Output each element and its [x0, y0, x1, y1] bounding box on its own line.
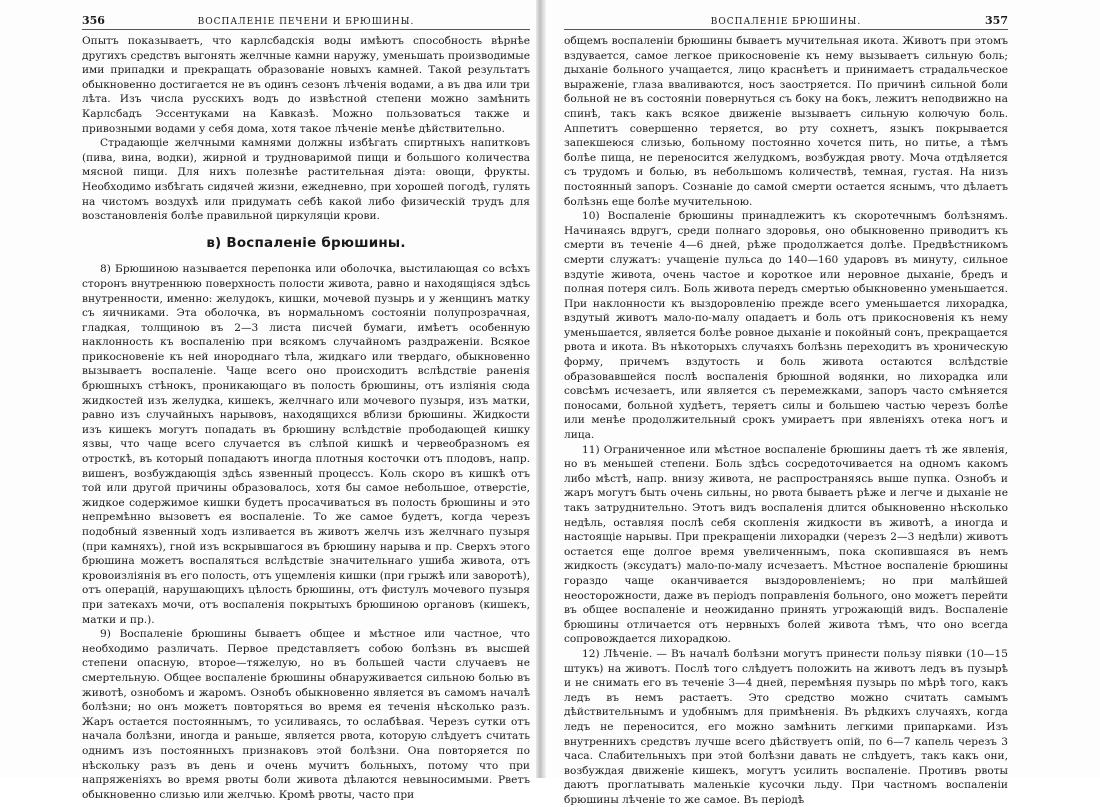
left-running-title: ВОСПАЛЕНІЕ ПЕЧЕНИ И БРЮШИНЫ. [197, 17, 415, 27]
book-gutter [536, 0, 546, 778]
right-running-title: ВОСПАЛЕНІЕ БРЮШИНЫ. [710, 17, 862, 27]
section-heading: в) Воспаленіе брюшины. [206, 234, 406, 251]
right-paragraph-2: 10) Воспаленіе брюшины принадлежитъ къ скоротечнымъ болѣзнямъ. Начинаясь вдругъ, среди полнаго здоровья, оно обыкновенно приводитъ къ смерти въ теченіе 4—6 дней, рѣже продолжается долѣе. Предвѣстникомъ смерти служатъ: учащеніе пульса до 140—160 ударовъ въ минуту, сильное вздутіе живота, очень частое и короткое или неровное дыханіе, бредъ и полная потеря силъ. Боль живота передъ смертью обыкновенно уменьшается. При наклонности къ выздоровленію прежде всего уменьшается лихорадка, вздутый животъ мало-по-малу опадаетъ и боль отъ прикосновенія къ нему уменьшается, является болѣе ровное дыханіе и покойный сонъ, прекращается рвота и икота. Въ нѣкоторыхъ случаяхъ болѣзнь переходитъ въ хроническую форму, причемъ вздутость и боль живота остаются вслѣдствіе образовавшейся послѣ воспаленія брюшной водянки, но лихорадка или совсѣмъ исчезаетъ, или является съ перемежками, запоръ часто смѣняется поносами, больной худѣетъ, теряетъ силы и большею частью черезъ болѣе или менѣе продолжительный срокъ умираетъ при явленіяхъ отека ногъ и лица. [564, 210, 1008, 442]
right-paragraph-3: 11) Ограниченное или мѣстное воспаленіе брюшины даетъ тѣ же явленія, но въ меньшей степени. Боль здѣсь сосредоточивается на одномъ какомъ либо мѣстѣ, напр. внизу живота, не распространяясь выше пупка. Ознобъ и жаръ могутъ быть очень сильны, но рвота бываетъ рѣже и легче и дыханіе не такъ затруднительно. Этотъ видъ воспаленія длится обыкновенно нѣсколько недѣль, оставляя послѣ себя скопленія жидкости въ животѣ, а иногда и настоящіе нарывы. При прекращеніи лихорадки (черезъ 2—3 недѣли) животъ остается еще долгое время увеличеннымъ, пока скопившаяся въ немъ жидкость (эксудатъ) мало-по-малу исчезаетъ. Мѣстное воспаленіе брюшины гораздо чаще оканчивается выздоровленіемъ; но при малѣйшей неосторожности, даже въ періодъ поправленія больного, оно можетъ перейти въ общее воспаленіе и неожиданно принять угрожающій видъ. Воспаленіе брюшины отличается отъ нервныхъ болей живота тѣмъ, что оно всегда сопровождается лихорадкою. [564, 443, 1008, 646]
left-paragraph-3: 8) Брюшиною называется перепонка или оболочка, выстилающая со всѣхъ сторонъ внутреннюю поверхность полости живота, равно и находящіяся здѣсь внутренности, именно: желудокъ, кишки, мочевой пузырь и у женщинъ матку съ яичниками. Эта оболочка, въ нормальномъ состояніи полупрозрачная, гладкая, толщиною въ 2—3 листа писчей бумаги, имѣетъ особенную наклонность къ воспаленію при всякомъ случайномъ раздраженіи. Всякое прикосновеніе къ ней инороднаго тѣла, жидкаго или твердаго, обыкновенно вызываетъ воспаленіе. Чаще всего оно происходитъ вслѣдствіе раненія брюшныхъ стѣнокъ, проникающаго въ полость брюшины, отъ изліянія сюда жидкостей изъ желудка, кишекъ, желчнаго или мочевого пузыря, изъ матки, равно изъ случайныхъ нарывовъ, находящихся вблизи брюшины. Жидкости изъ кишекъ могутъ попадать въ брюшину вслѣдствіе прободающей кишку язвы, что чаще всего случается въ слѣпой кишкѣ и червеобразномъ ея отросткѣ, въ который попадаютъ иногда плотныя косточки отъ плодовъ, напр. вишенъ, возбуждающія здѣсь язвенный процессъ. Коль скоро въ кишкѣ отъ той или другой причины образовалось, хотя бы самое небольшое, отверстіе, жидкое содержимое кишки будетъ просачиваться въ полость брюшины и это непремѣнно вызоветъ ея воспаленіе. То же самое будетъ, когда черезъ подобный язвенный ходъ изливается въ животъ желчь изъ желчнаго пузыря (при камняхъ), гной изъ вскрывшагося въ брюшину нарыва и пр. Сверхъ этого брюшина можетъ воспаляться вслѣдствіе значительнаго ушиба живота, отъ кровоизліянія въ его полость, отъ ущемленія кишки (при грыжѣ или заворотѣ), отъ операцій, нарушающихъ цѣлость брюшины, отъ фистулъ мочевого пузыря при затекахъ мочи, отъ воспаленія покрытыхъ брюшиною органовъ (кишекъ, матки и пр.). [82, 263, 530, 626]
right-paragraph-1: общемъ воспаленіи брюшины бываетъ мучительная икота. Животъ при этомъ вздувается, самое легкое прикосновеніе къ нему вызываетъ сильную боль; дыханіе больного учащается, лицо краснѣетъ и принимаетъ страдальческое выраженіе, глаза вваливаются, носъ заостряется. По причинѣ сильной боли больной не въ состояніи повернуться съ боку на бокъ, лежитъ неподвижно на спинѣ, такъ какъ всякое движеніе вызываетъ сильную колючую боль. Аппетитъ совершенно теряется, во рту сохнетъ, языкъ покрывается запекшеюся слизью, больному постоянно хочется пить, но питье, а тѣмъ болѣе пища, не переносится желудкомъ, возбуждая рвоту. Моча отдѣляется съ трудомъ и болью, въ небольшомъ количествѣ, темная, густая. На низъ постоянный запоръ. Сознаніе до самой смерти остается яснымъ, что дѣлаетъ болѣзнь еще болѣе мучительною. [564, 35, 1008, 208]
left-running-head [82, 14, 530, 30]
right-page-number: 357 [985, 14, 1008, 27]
right-running-head [564, 14, 1008, 30]
left-paragraph-2: Страдающіе желчными камнями должны избѣгать спиртныхъ напитковъ (пива, вина, водки), жирной и трудноваримой пищи и большого количества мясной пищи. Для нихъ полезнѣе растительная діэта: овощи, фрукты. Необходимо избѣгать сидячей жизни, ежедневно, при хорошей погодѣ, гулять на чистомъ воздухѣ или придумать себѣ какой либо физическій трудъ для возстановленія болѣе правильной циркуляціи крови. [82, 137, 530, 223]
right-paragraph-4: 12) Лѣченіе. — Въ началѣ болѣзни могутъ принести пользу піявки (10—15 штукъ) на животъ. Послѣ того слѣдуетъ положить на животъ ледъ въ пузырѣ и не снимать его въ теченіе 3—4 дней, перемѣняя пузырь по мѣрѣ того, какъ ледъ въ немъ растаетъ. Это средство можно считать самымъ дѣйствительнымъ и удобнымъ для примѣненія. Въ рѣдкихъ случаяхъ, когда ледъ не переносится, его можно замѣнить легкими припарками. Изъ внутреннихъ средствъ лучше всего дѣйствуетъ опій, по 6—7 капель черезъ 3 часа. Слабительныхъ при этой болѣзни давать не слѣдуетъ, такъ какъ они, возбуждая движеніе кишекъ, могутъ усилить воспаленіе. Противъ рвоты даютъ проглатывать маленькіе кусочки льду. При частномъ воспаленіи брюшины лѣченіе то же самое. Въ періодѣ [564, 647, 1008, 806]
left-page-number: 356 [82, 14, 105, 27]
left-paragraph-1: Опытъ показываетъ, что карлсбадскія воды имѣютъ способность вѣрнѣе другихъ средствъ выгонять желчные камни наружу, уменьшать производимые ими припадки и прекращать образованіе новыхъ камней. Такой результатъ обыкновенно достигается не въ одинъ сезонъ лѣченія водами, а въ два или три лѣта. Изъ числа русскихъ водъ до извѣстной степени можно замѣнить Карлсбадъ Эссентуками на Кавказѣ. Можно пользоваться также и привозными водами у себя дома, хотя такое лѣченіе менѣе дѣйствительно. [82, 35, 530, 135]
left-page [82, 14, 530, 801]
right-page [564, 14, 1008, 806]
left-paragraph-4: 9) Воспаленіе брюшины бываетъ общее и мѣстное или частное, что необходимо различать. Первое представляетъ собою болѣзнь въ высшей степени опасную, второе—тяжелую, но въ большей части случаевъ не смертельную. Общее воспаленіе брюшины обнаруживается сильною болью въ животѣ, ознобомъ и жаромъ. Ознобъ обыкновенно является въ самомъ началѣ болѣзни; но онъ можетъ повторяться во время ея теченія нѣсколько разъ. Жаръ остается постояннымъ, то усиливаясь, то ослабѣвая. Черезъ сутки отъ начала болѣзни, иногда и раньше, является рвота, которую слѣдуетъ считать однимъ изъ постоянныхъ признаковъ этой болѣзни. Она повторяется по нѣскольку разъ въ день и очень мучитъ больныхъ, потому что при напряженіяхъ во время рвоты боли живота дѣлаются невыносимыми. Рветъ обыкновенно слизью или желчью. Кромѣ рвоты, часто при [82, 628, 530, 801]
